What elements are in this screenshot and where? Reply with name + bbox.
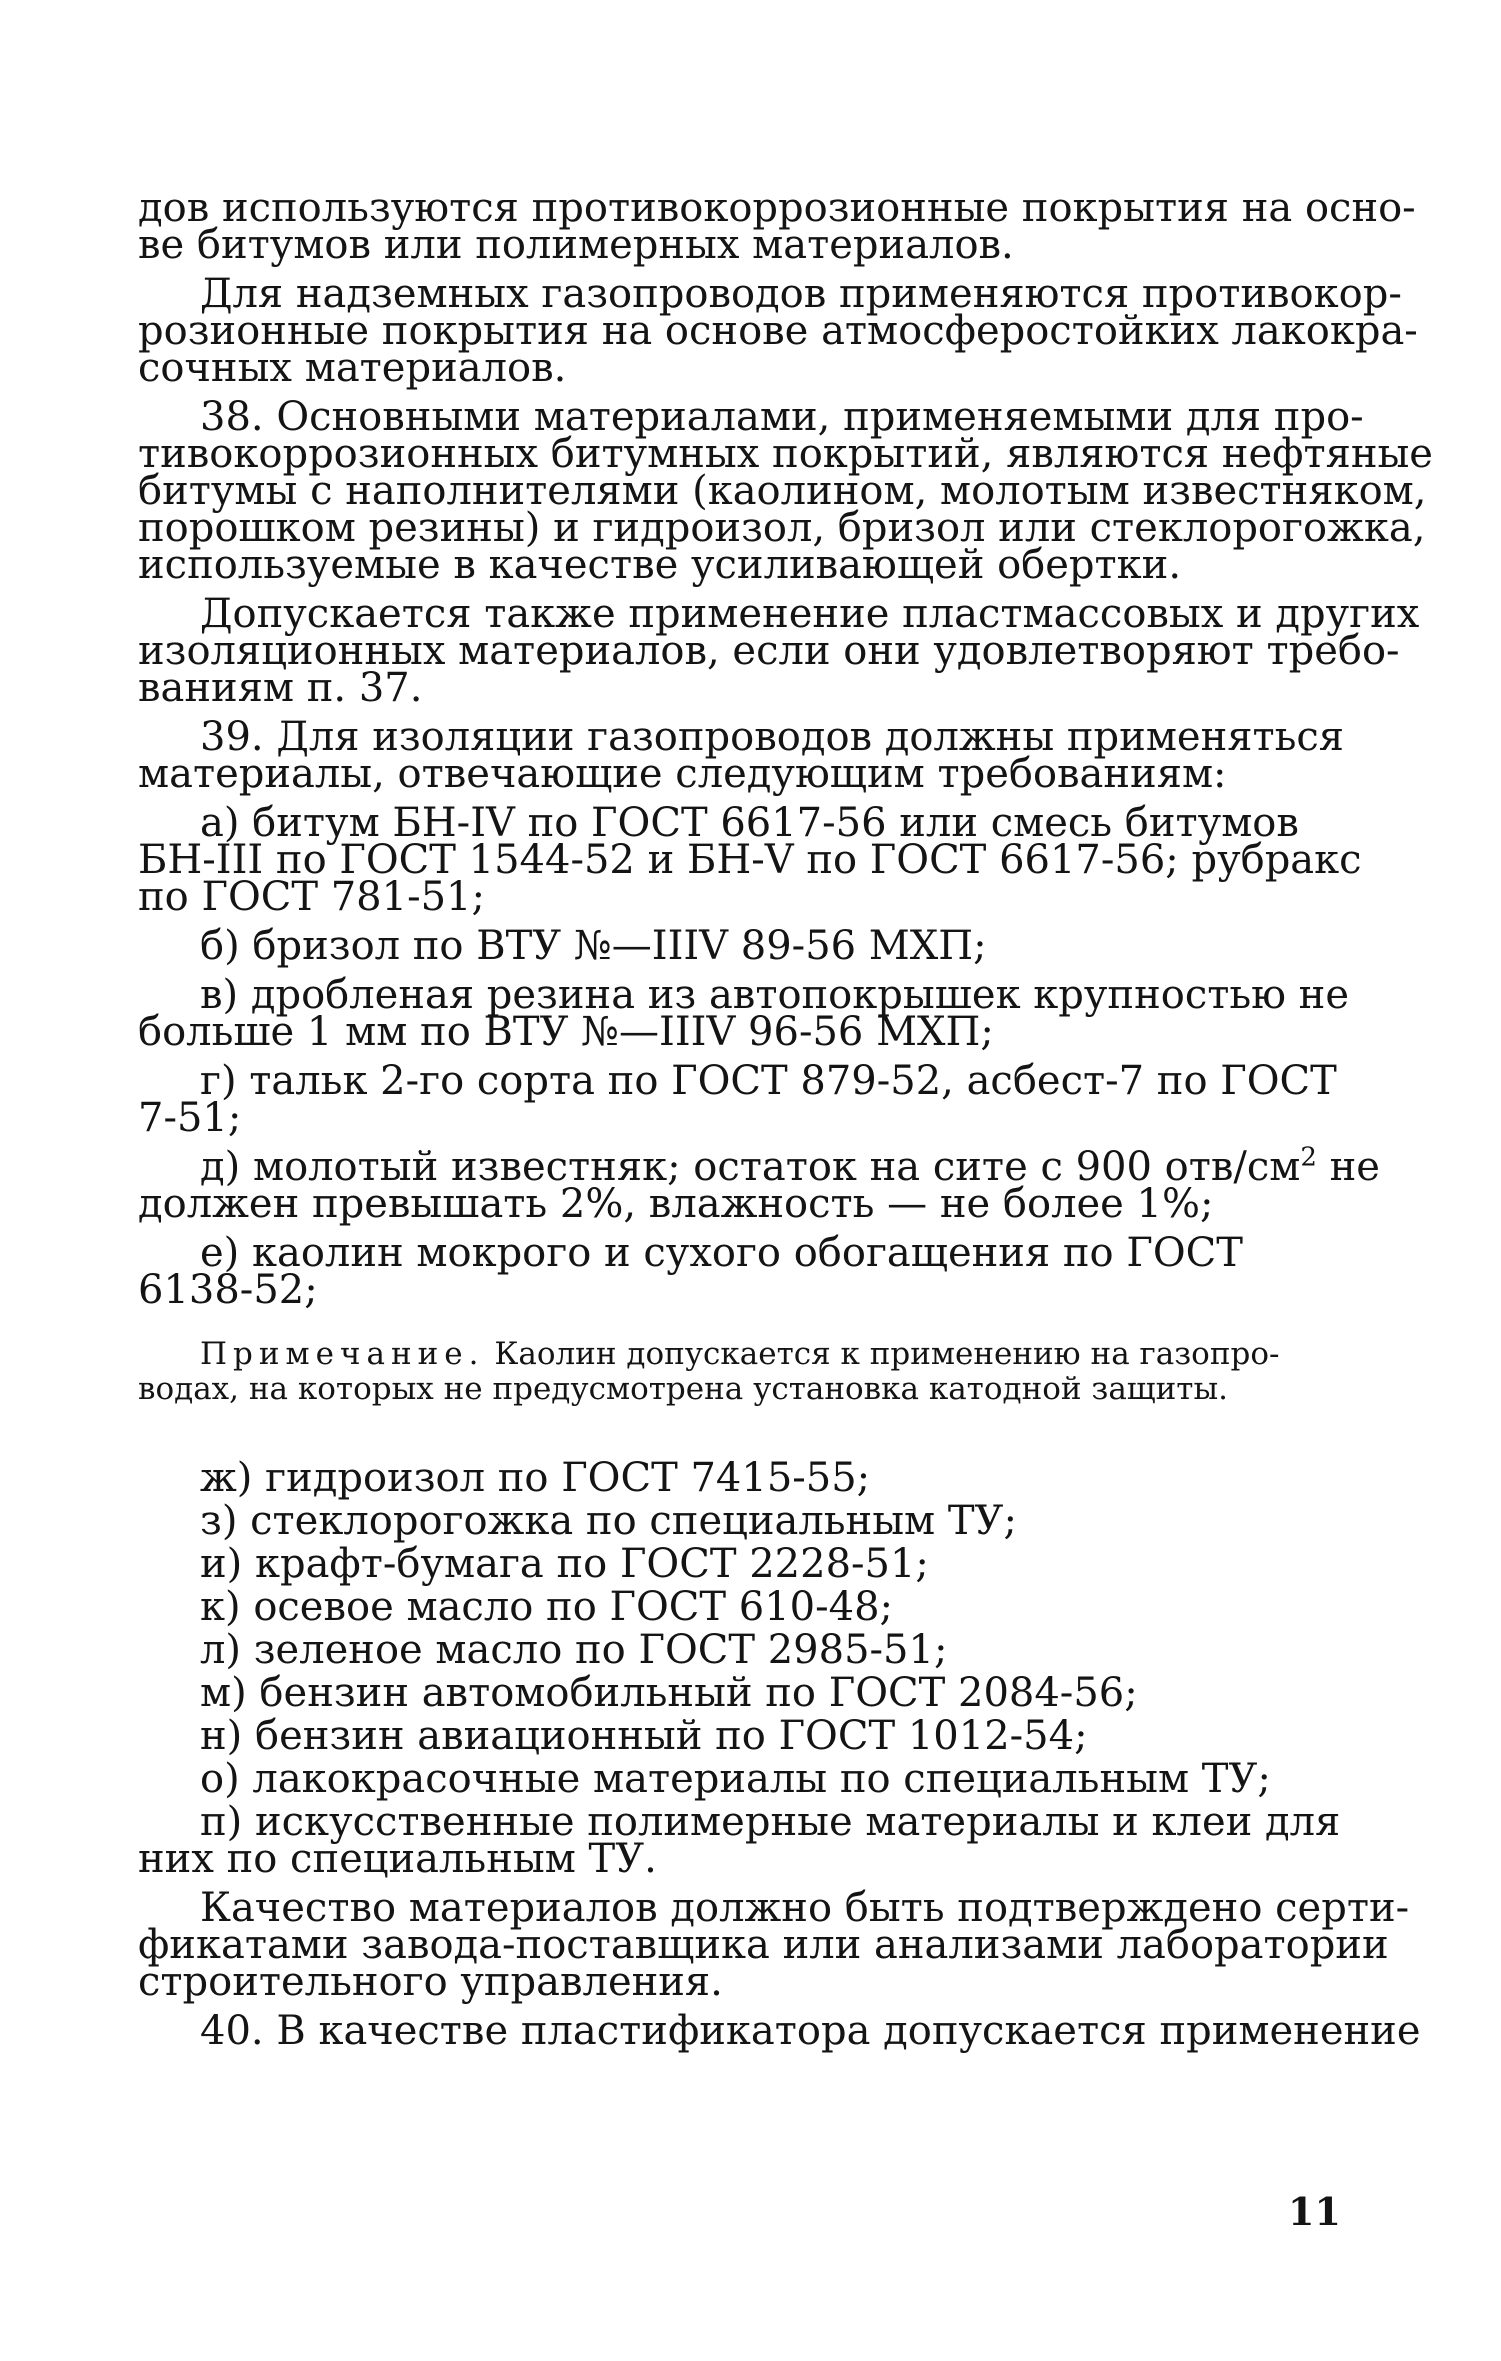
list-item-g: г) тальк 2-го сорта по ГОСТ 879-52, асбест-7 по ГОСТ [200, 1058, 1337, 1104]
text-line: тивокоррозионных битумных покрытий, являются нефтяные [138, 431, 1433, 477]
list-item-e: е) каолин мокрого и сухого обогащения по ГОСТ [200, 1230, 1243, 1276]
list-item-o: о) лакокрасочные материалы по специальным ТУ; [200, 1756, 1271, 1802]
paragraph-start: Качество материалов должно быть подтверждено серти- [200, 1885, 1410, 1931]
text-line: ве битумов или полимерных материалов. [138, 222, 1014, 268]
list-item-i: и) крафт-бумага по ГОСТ 2228-51; [200, 1541, 929, 1587]
paragraph-start: 39. Для изоляции газопроводов должны применяться [200, 714, 1345, 760]
note-label: Примечание. [200, 1336, 485, 1372]
page-number: 11 [1288, 2189, 1341, 2234]
paragraph-start: Допускается также применение пластмассовых и других [200, 591, 1420, 637]
text-line: используемые в качестве усиливающей обертки. [138, 542, 1182, 588]
text-line: дов используются противокоррозионные покрытия на осно- [138, 185, 1416, 231]
text-line: битумы с наполнителями (каолином, молотым известняком, [138, 468, 1427, 514]
list-item-p: п) искусственные полимерные материалы и клеи для [200, 1799, 1341, 1845]
list-item-d-tail: не [1316, 1144, 1380, 1190]
superscript: 2 [1300, 1142, 1317, 1173]
list-item-z: з) стеклорогожка по специальным ТУ; [200, 1498, 1017, 1544]
text-line: 7-51; [138, 1095, 242, 1141]
text-line: больше 1 мм по ВТУ №—IIIV 96-56 МХП; [138, 1009, 994, 1055]
paragraph-start: Для надземных газопроводов применяются противокор- [200, 271, 1402, 317]
text-line: розионные покрытия на основе атмосферостойких лакокра- [138, 308, 1418, 354]
paragraph-start: 38. Основными материалами, применяемыми для про- [200, 394, 1364, 440]
text-line: 6138-52; [138, 1267, 318, 1313]
text-line: должен превышать 2%, влажность — не более 1%; [138, 1181, 1214, 1227]
paragraph-start: 40. В качестве пластификатора допускается применение [200, 2008, 1421, 2054]
list-item-v: в) дробленая резина из автопокрышек крупностью не [200, 972, 1350, 1018]
list-item-d-text: д) молотый известняк; остаток на сите с 900 отв/см [200, 1144, 1301, 1190]
text-line: ваниям п. 37. [138, 665, 423, 711]
text-line: строительного управления. [138, 1959, 723, 2005]
text-line: сочных материалов. [138, 345, 567, 391]
list-item-zh: ж) гидроизол по ГОСТ 7415-55; [200, 1455, 871, 1501]
text-line: по ГОСТ 781-51; [138, 874, 485, 920]
list-item-a: а) битум БН-IV по ГОСТ 6617-56 или смесь битумов [200, 800, 1299, 846]
text-line: БН-III по ГОСТ 1544-52 и БН-V по ГОСТ 6617-56; рубракс [138, 837, 1362, 883]
text-line: материалы, отвечающие следующим требованиям: [138, 751, 1227, 797]
note-second-line: водах, на которых не предусмотрена установка катодной защиты. [138, 1371, 1228, 1407]
text-line: порошком резины) и гидроизол, бризол или стеклорогожка, [138, 505, 1426, 551]
list-item-l: л) зеленое масло по ГОСТ 2985-51; [200, 1627, 948, 1673]
text-line: фикатами завода-поставщика или анализами лаборатории [138, 1922, 1389, 1968]
note-text: Каолин допускается к применению на газопро- [484, 1336, 1280, 1372]
note-first-line [200, 1335, 1279, 1375]
list-item-m: м) бензин автомобильный по ГОСТ 2084-56; [200, 1670, 1138, 1716]
text-line: изоляционных материалов, если они удовлетворяют требо- [138, 628, 1400, 674]
list-item-n: н) бензин авиационный по ГОСТ 1012-54; [200, 1713, 1088, 1759]
text-line: них по специальным ТУ. [138, 1836, 657, 1882]
list-item-k: к) осевое масло по ГОСТ 610-48; [200, 1584, 894, 1630]
list-item-b: б) бризол по ВТУ №—IIIV 89-56 МХП; [200, 923, 987, 969]
